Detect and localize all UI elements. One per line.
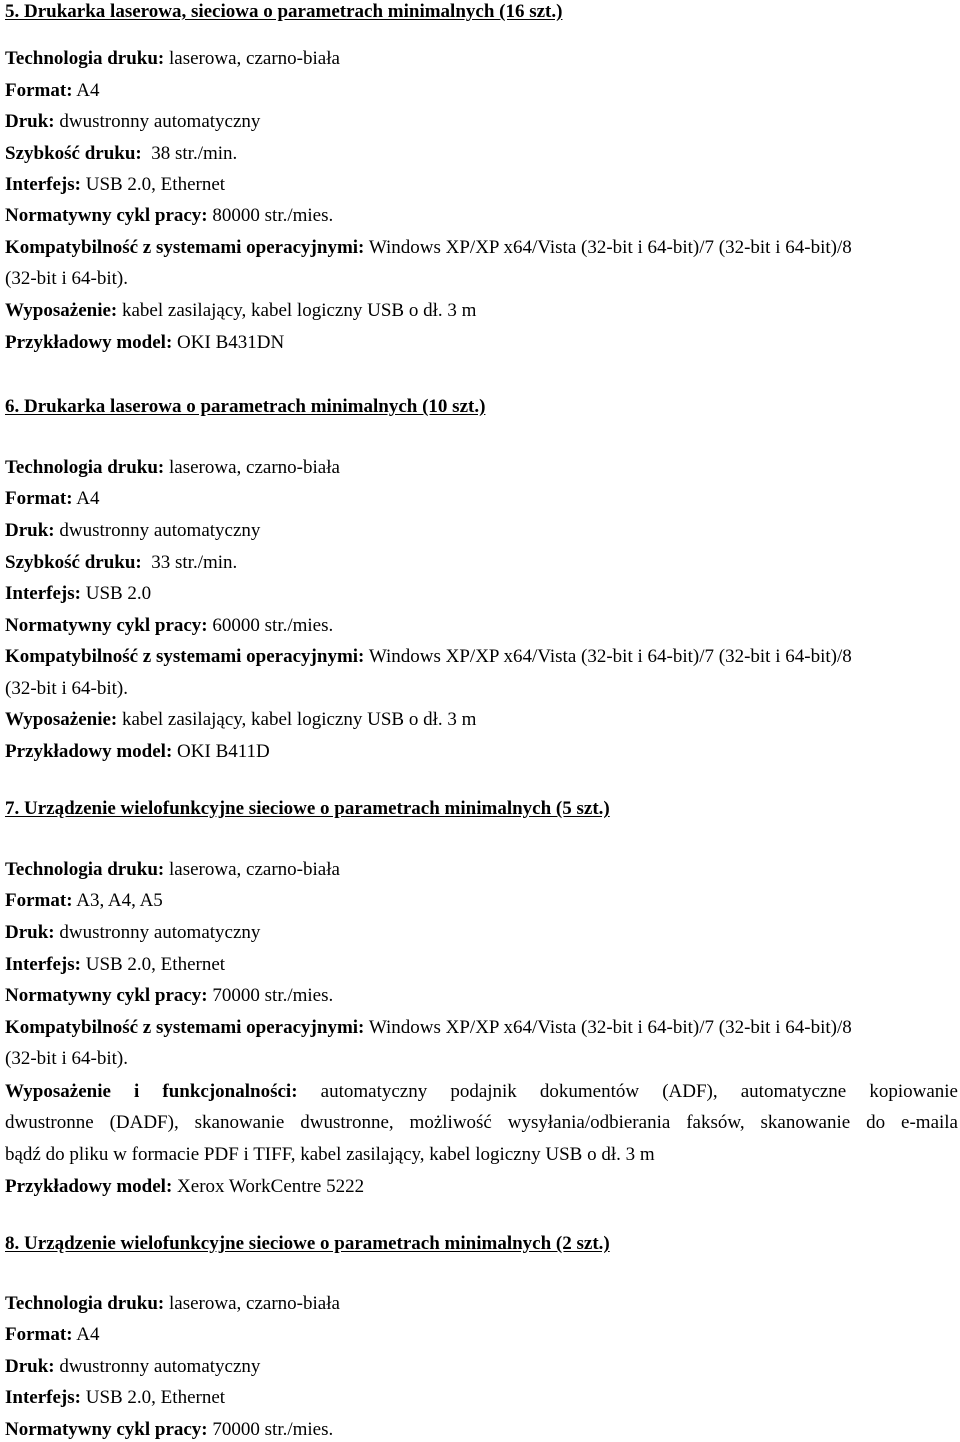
spec-row	[5, 1418, 333, 1442]
spec-value: dwustronny automatyczny	[59, 922, 261, 943]
spec-value: automatyczny podajnik dokumentów (ADF), automatyczne kopiowanie	[320, 1081, 958, 1102]
spec-row	[5, 921, 260, 945]
spec-row	[5, 236, 852, 260]
spec-value: 60000 str./mies.	[212, 615, 334, 636]
spec-label: Format:	[5, 80, 73, 101]
spec-value: 70000 str./mies.	[212, 1419, 334, 1440]
section-heading: 8. Urządzenie wielofunkcyjne sieciowe o parametrach minimalnych (2 szt.)	[5, 1233, 610, 1254]
spec-continuation: (32-bit i 64-bit).	[5, 1048, 128, 1069]
spec-row	[5, 79, 99, 103]
spec-row	[5, 953, 225, 977]
spec-value: 80000 str./mies.	[212, 205, 334, 226]
spec-row	[5, 47, 340, 71]
spec-row	[5, 708, 476, 732]
spec-row	[5, 740, 270, 764]
spec-value: laserowa, czarno-biała	[169, 48, 340, 69]
spec-label: Format:	[5, 1324, 73, 1345]
spec-label: Normatywny cykl pracy:	[5, 985, 208, 1006]
spec-continuation: (32-bit i 64-bit).	[5, 268, 128, 289]
spec-label: Druk:	[5, 922, 55, 943]
spec-row	[5, 1175, 364, 1199]
spec-row	[5, 551, 237, 575]
spec-label: Interfejs:	[5, 583, 81, 604]
spec-row	[5, 1386, 225, 1410]
spec-row	[5, 487, 99, 511]
spec-label: Kompatybilność z systemami operacyjnymi:	[5, 237, 365, 258]
spec-label: Przykładowy model:	[5, 332, 173, 353]
section-heading: 7. Urządzenie wielofunkcyjne sieciowe o parametrach minimalnych (5 szt.)	[5, 798, 610, 819]
spec-label: Interfejs:	[5, 954, 81, 975]
spec-row	[5, 858, 340, 882]
spec-label: Druk:	[5, 111, 55, 132]
spec-row	[5, 984, 333, 1008]
spec-value: dwustronny automatyczny	[59, 520, 261, 541]
spec-row	[5, 582, 151, 606]
spec-label: Technologia druku:	[5, 1293, 165, 1314]
spec-row	[5, 456, 340, 480]
spec-row	[5, 889, 163, 913]
spec-value: 38 str./min.	[151, 143, 238, 164]
spec-label: Format:	[5, 488, 73, 509]
spec-value: laserowa, czarno-biała	[169, 1293, 340, 1314]
spec-value: 33 str./min.	[151, 552, 238, 573]
spec-value: A4	[76, 80, 100, 101]
spec-label: Druk:	[5, 520, 55, 541]
spec-value: A4	[76, 1324, 100, 1345]
spec-row	[5, 1323, 99, 1347]
spec-label: Wyposażenie:	[5, 709, 118, 730]
spec-row	[5, 519, 260, 543]
spec-label: Druk:	[5, 1356, 55, 1377]
spec-label: Przykładowy model:	[5, 741, 173, 762]
spec-label: Technologia druku:	[5, 457, 165, 478]
spec-value: OKI B431DN	[177, 332, 285, 353]
spec-label: Technologia druku:	[5, 859, 165, 880]
spec-row	[5, 173, 225, 197]
spec-value: laserowa, czarno-biała	[169, 859, 340, 880]
spec-row	[5, 1292, 340, 1316]
spec-value: dwustronny automatyczny	[59, 1356, 261, 1377]
spec-row	[5, 142, 237, 166]
spec-value: Xerox WorkCentre 5222	[177, 1176, 365, 1197]
spec-row	[5, 1355, 260, 1379]
spec-row	[5, 110, 260, 134]
spec-label: Wyposażenie:	[5, 300, 118, 321]
spec-value: Windows XP/XP x64/Vista (32-bit i 64-bit)/7 (32-bit i 64-bit)/8	[368, 646, 852, 667]
spec-value: dwustronny automatyczny	[59, 111, 261, 132]
spec-row	[5, 204, 333, 228]
spec-value: OKI B411D	[177, 741, 270, 762]
spec-value: laserowa, czarno-biała	[169, 457, 340, 478]
spec-row	[5, 645, 852, 669]
spec-value: kabel zasilający, kabel logiczny USB o dł. 3 m	[121, 300, 477, 321]
spec-row	[5, 1016, 852, 1040]
spec-value: USB 2.0, Ethernet	[85, 954, 226, 975]
spec-label: Normatywny cykl pracy:	[5, 1419, 208, 1440]
spec-value: Windows XP/XP x64/Vista (32-bit i 64-bit)/7 (32-bit i 64-bit)/8	[368, 1017, 852, 1038]
spec-value: Windows XP/XP x64/Vista (32-bit i 64-bit)/7 (32-bit i 64-bit)/8	[368, 237, 852, 258]
spec-value: USB 2.0, Ethernet	[85, 1387, 226, 1408]
spec-label: Technologia druku:	[5, 48, 165, 69]
spec-label: Wyposażenie i funkcjonalności:	[5, 1081, 298, 1102]
spec-label: Normatywny cykl pracy:	[5, 615, 208, 636]
spec-row	[5, 1080, 958, 1104]
spec-value: USB 2.0, Ethernet	[85, 174, 226, 195]
spec-value: A3, A4, A5	[76, 890, 163, 911]
spec-row	[5, 614, 333, 638]
spec-label: Szybkość druku:	[5, 143, 142, 164]
spec-continuation: bądź do pliku w formacie PDF i TIFF, kabel zasilający, kabel logiczny USB o dł. 3 m	[5, 1144, 655, 1165]
spec-value: USB 2.0	[85, 583, 152, 604]
section-heading: 6. Drukarka laserowa o parametrach minimalnych (10 szt.)	[5, 396, 486, 417]
spec-label: Szybkość druku:	[5, 552, 142, 573]
spec-value: A4	[76, 488, 100, 509]
spec-label: Interfejs:	[5, 174, 81, 195]
spec-value: 70000 str./mies.	[212, 985, 334, 1006]
section-heading: 5. Drukarka laserowa, sieciowa o parametrach minimalnych (16 szt.)	[5, 1, 563, 22]
spec-row	[5, 331, 284, 355]
spec-label: Kompatybilność z systemami operacyjnymi:	[5, 1017, 365, 1038]
spec-label: Normatywny cykl pracy:	[5, 205, 208, 226]
spec-value: kabel zasilający, kabel logiczny USB o dł. 3 m	[121, 709, 477, 730]
spec-label: Przykładowy model:	[5, 1176, 173, 1197]
spec-row	[5, 299, 476, 323]
spec-label: Kompatybilność z systemami operacyjnymi:	[5, 646, 365, 667]
spec-continuation: (32-bit i 64-bit).	[5, 678, 128, 699]
spec-continuation: dwustronne (DADF), skanowanie dwustronne, możliwość wysyłania/odbierania faksów, skanowanie do e-maila	[5, 1112, 958, 1133]
spec-label: Format:	[5, 890, 73, 911]
spec-label: Interfejs:	[5, 1387, 81, 1408]
